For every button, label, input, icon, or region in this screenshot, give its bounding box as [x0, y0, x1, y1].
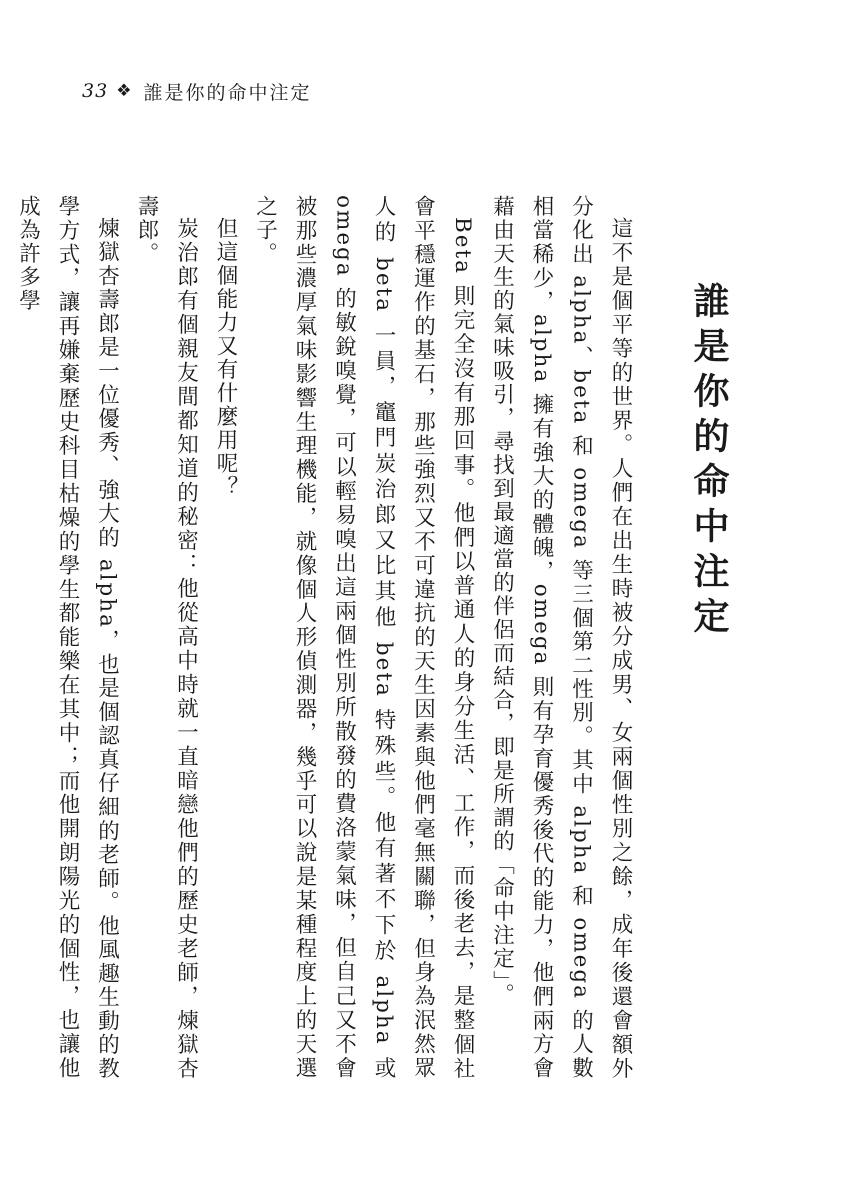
- paragraph: 這不是個平等的世界。人們在出生時被分成男、女兩個性別之餘，成年後還會額外分化出 alpha、beta 和 omega 等三個第二性別。其中 alpha 和 omega 的人數相當稀少，alpha 擁有強大的體魄，omega 則有孕育優秀後代的能力，他們兩方會藉由天生的氣味吸引，尋找到最適當的伴侶而結合，即是所謂的「命中注定」。: [489, 195, 633, 1080]
- four-diamond-ornament-icon: ❖: [116, 81, 134, 101]
- paragraph: 煉獄杏壽郎是一位優秀、強大的 alpha，也是個認真仔細的老師。他風趣生動的教學方式，讓再嫌棄歷史科目枯燥的學生都能樂在其中；而他開朗陽光的個性，也讓他成為許多學: [15, 195, 120, 1080]
- paragraph: 炭治郎有個親友間都知道的秘密：他從高中時就一直暗戀他們的歷史老師，煉獄杏壽郎。: [134, 195, 199, 1080]
- body-text: [15, 195, 640, 1080]
- chapter-title: 誰是你的命中注定: [688, 282, 730, 642]
- running-title: 誰是你的命中注定: [143, 81, 312, 104]
- running-header: [82, 76, 311, 106]
- page-number: 33: [82, 80, 109, 102]
- paragraph: Beta 則完全沒有那回事。他們以普通人的身分生活、工作，而後老去，是整個社會平穩運作的基石，那些強烈又不可違抗的天生因素與他們毫無關聯，但身為泯然眾人的 beta 一員，竈門炭治郎又比其他 beta 特殊些。他有著不下於 alpha 或 omega 的敏銳嗅覺，可以輕易嗅出這兩個性別所散發的費洛蒙氣味，但自己又不會被那些濃厚氣味影響生理機能，就像個人形偵測器，幾乎可以說是某種程度上的天選之子。: [252, 195, 475, 1080]
- paragraph: 但這個能力又有什麼用呢？: [213, 216, 238, 499]
